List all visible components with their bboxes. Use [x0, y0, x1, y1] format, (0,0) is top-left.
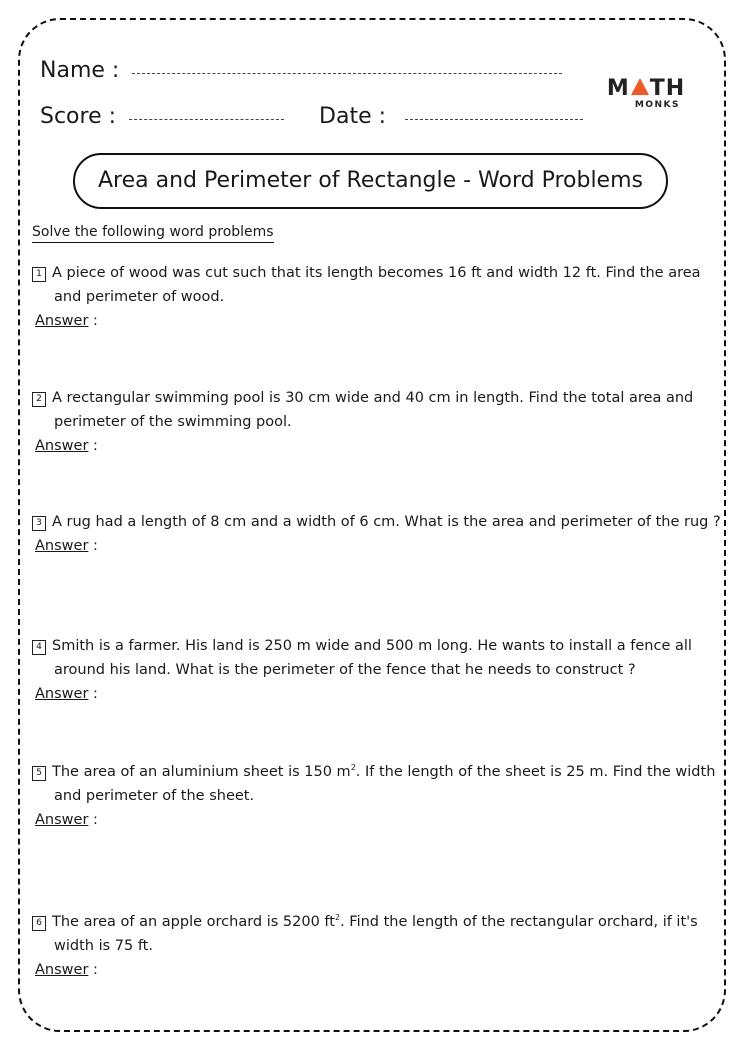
problem-1	[32, 261, 722, 333]
problem-text-a: The area of an apple orchard is 5200 ft	[52, 914, 335, 930]
triangle-a-icon	[631, 78, 649, 95]
superscript: 2	[334, 913, 341, 923]
problem-number: 2	[32, 392, 46, 407]
answer-row	[35, 808, 722, 832]
worksheet-title	[73, 153, 668, 209]
answer-colon: :	[88, 438, 98, 454]
problem-line-1	[32, 386, 722, 410]
problem-line-1	[32, 760, 722, 784]
answer-row	[35, 534, 722, 558]
problem-line-2: and perimeter of wood.	[54, 289, 225, 305]
answer-row	[35, 682, 722, 706]
answer-label: Answer	[35, 438, 89, 454]
score-field[interactable]	[129, 119, 284, 120]
problem-line-1	[32, 510, 722, 534]
logo-right-text: TH	[649, 76, 686, 101]
logo-sub-text: MONKS	[634, 100, 680, 110]
problem-text-b: . Find the length of the rectangular orchard, if it's	[340, 914, 698, 930]
score-label: Score :	[40, 104, 117, 129]
problem-line-2: perimeter of the swimming pool.	[54, 414, 292, 430]
instruction-text: Solve the following word problems	[32, 224, 274, 243]
answer-label: Answer	[35, 538, 89, 554]
answer-label: Answer	[35, 962, 89, 978]
problem-line-2: around his land. What is the perimeter of the fence that he needs to construct ?	[54, 662, 636, 678]
problem-text-b: . If the length of the sheet is 25 m. Find the width	[355, 764, 716, 780]
date-field[interactable]	[405, 119, 583, 120]
problem-6	[32, 910, 722, 982]
problem-4	[32, 634, 722, 706]
math-monks-logo	[606, 78, 686, 110]
problem-text: A rectangular swimming pool is 30 cm wide and 40 cm in length. Find the total area and	[52, 390, 694, 406]
answer-label: Answer	[35, 313, 89, 329]
problem-number: 6	[32, 916, 46, 931]
problem-2	[32, 386, 722, 458]
answer-row	[35, 958, 722, 982]
date-label: Date :	[319, 104, 387, 129]
problem-text: A piece of wood was cut such that its length becomes 16 ft and width 12 ft. Find the area	[52, 265, 701, 281]
problem-line-1	[32, 634, 722, 658]
superscript: 2	[350, 763, 356, 773]
answer-colon: :	[88, 686, 98, 702]
title-text: Area and Perimeter of Rectangle - Word Problems	[97, 168, 643, 193]
problem-number: 3	[32, 516, 46, 531]
problem-line-2: and perimeter of the sheet.	[54, 788, 255, 804]
problem-3	[32, 510, 722, 558]
name-label: Name :	[40, 58, 120, 83]
answer-colon: :	[88, 538, 98, 554]
name-row	[40, 58, 562, 83]
problem-line-1	[32, 910, 722, 934]
problem-number: 5	[32, 766, 46, 781]
problem-number: 1	[32, 267, 46, 282]
problem-5	[32, 760, 722, 832]
problem-text-a: The area of an aluminium sheet is 150 m	[52, 764, 351, 780]
problem-text: A rug had a length of 8 cm and a width of 6 cm. What is the area and perimeter of the rug ?	[52, 514, 721, 530]
answer-colon: :	[88, 313, 98, 329]
name-field[interactable]	[132, 73, 562, 74]
problem-number: 4	[32, 640, 46, 655]
answer-row	[35, 309, 722, 333]
problem-text: Smith is a farmer. His land is 250 m wide and 500 m long. He wants to install a fence all	[52, 638, 692, 654]
problem-line-2: width is 75 ft.	[54, 938, 153, 954]
score-date-row	[40, 104, 583, 129]
answer-colon: :	[88, 812, 98, 828]
problem-line-1	[32, 261, 722, 285]
answer-label: Answer	[35, 812, 89, 828]
answer-label: Answer	[35, 686, 89, 702]
answer-colon: :	[88, 962, 98, 978]
answer-row	[35, 434, 722, 458]
logo-left-text: M	[606, 76, 630, 101]
